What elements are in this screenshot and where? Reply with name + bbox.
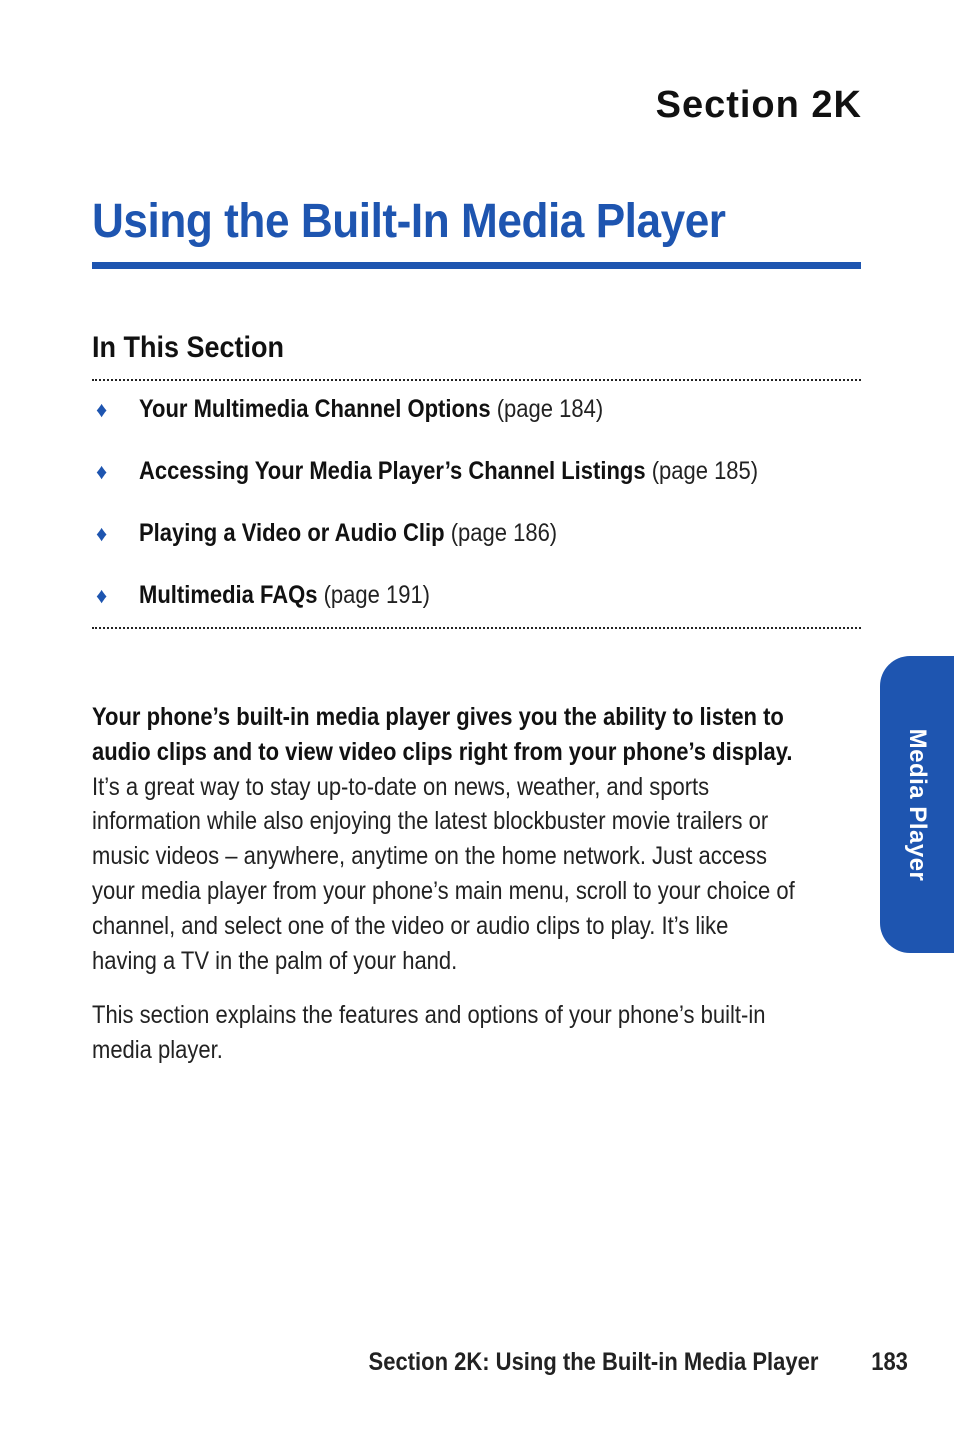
body-copy (92, 700, 796, 1088)
section-explanation-paragraph: This section explains the features and options of your phone’s built-in media player. (92, 1001, 766, 1065)
toc-item-label: Your Multimedia Channel Options (139, 395, 491, 423)
diamond-bullet-icon: ♦ (96, 397, 108, 422)
page-number: 183 (871, 1348, 908, 1376)
toc-item-page: (page 191) (323, 581, 431, 609)
side-tab-label: Media Player (904, 728, 931, 881)
toc-item-label: Playing a Video or Audio Clip (139, 519, 445, 547)
toc-item-label: Multimedia FAQs (139, 581, 318, 609)
toc-item[interactable] (92, 519, 861, 581)
in-this-section-heading: In This Section (92, 331, 285, 364)
section-label: Section 2K (655, 84, 862, 126)
title-rule (92, 262, 861, 269)
toc-list (92, 395, 861, 643)
diamond-bullet-icon: ♦ (96, 583, 108, 608)
footer-running-title: Section 2K: Using the Built-in Media Player (368, 1348, 819, 1376)
toc-item[interactable] (92, 457, 861, 519)
toc-item-page: (page 186) (450, 519, 558, 547)
toc-item-page: (page 185) (651, 457, 759, 485)
intro-lead-bold: Your phone’s built-in media player gives you the ability to listen to audio clips and to view video clips right from your phone’s display. (92, 703, 793, 766)
toc-item-page: (page 184) (496, 395, 604, 423)
toc-item[interactable] (92, 395, 861, 457)
diamond-bullet-icon: ♦ (96, 459, 108, 484)
toc-top-divider (92, 379, 861, 381)
intro-rest: It’s a great way to stay up-to-date on news, weather, and sports information while also enjoying the latest blockbuster movie trailers or music videos – anywhere, anytime on the home network. Just access your media player from your phone’s main menu, scroll to your choice of channel, and select one of the video or audio clips to play. It’s like having a TV in the palm of your hand. (92, 772, 795, 975)
page-footer (369, 1348, 908, 1377)
page-title: Using the Built-In Media Player (92, 195, 726, 248)
toc-item-label: Accessing Your Media Player’s Channel Listings (139, 457, 646, 485)
intro-paragraph (92, 700, 796, 978)
diamond-bullet-icon: ♦ (96, 521, 108, 546)
toc-item[interactable] (92, 581, 861, 643)
side-tab (880, 656, 954, 953)
toc-bottom-divider (92, 627, 861, 629)
